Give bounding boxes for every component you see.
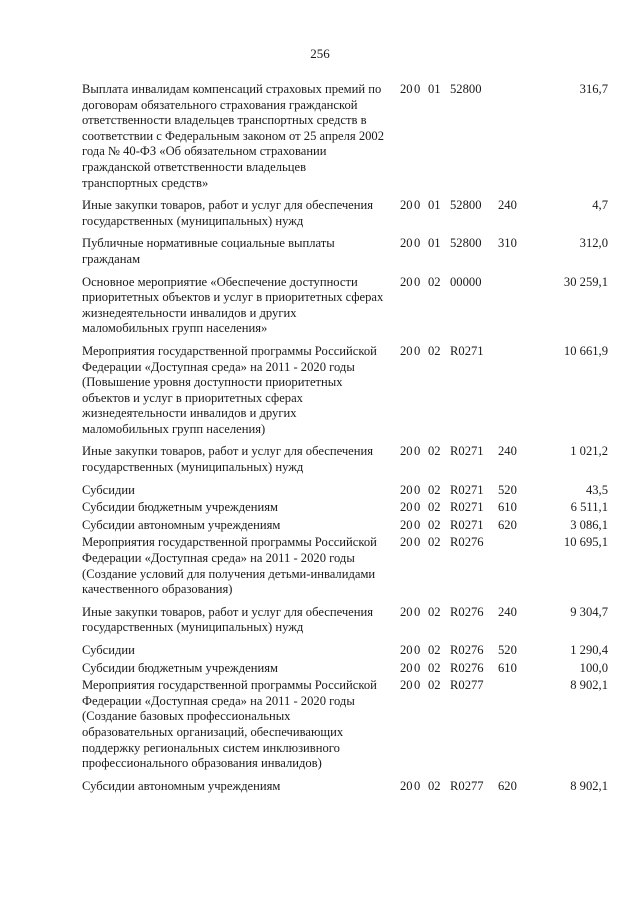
code-program: 20 [400, 604, 413, 619]
row-amount: 316,7 [579, 82, 608, 96]
row-amount: 8 902,1 [570, 778, 608, 793]
row-name: Субсидии автономным учреждениям [82, 517, 281, 532]
code-program: 20 [400, 535, 413, 550]
row-amount: 1 290,4 [570, 643, 608, 657]
row-name: Субсидии бюджетным учреждениям [82, 660, 278, 675]
row-name: Мероприятия государственной программы Российской Федерации «Доступная среда» на 2011 - 2020 годы (Создание условий для получения детьми-инвалидами качественного образования) [82, 535, 377, 597]
code-expense-type: 240 [498, 604, 517, 619]
code-expense-type: 520 [498, 643, 517, 657]
row-name: Иные закупки товаров, работ и услуг для обеспечения государственных (муниципальных) нужд [82, 444, 374, 475]
code-event: 02 [428, 444, 441, 459]
table-row [82, 605, 608, 643]
code-program: 20 [400, 517, 413, 532]
row-amount: 43,5 [585, 482, 608, 497]
code-direction: 00000 [450, 274, 482, 289]
table-row [82, 82, 608, 198]
code-program: 20 [400, 482, 413, 497]
code-expense-type: 620 [498, 517, 517, 532]
row-amount: 10 695,1 [563, 535, 608, 550]
code-direction: 52800 [450, 198, 482, 213]
row-name: Мероприятия государственной программы Российской Федерации «Доступная среда» на 2011 - 2020 годы (Повышение уровня доступности приоритетных объектов и услуг в приоритетных сферах жизнедеятельности инвалидов и других маломобильных групп населения) [82, 343, 377, 436]
code-program: 20 [400, 678, 413, 693]
row-amount: 1 021,2 [570, 444, 608, 459]
row-name: Выплата инвалидам компенсаций страховых премий по договорам обязательного страхования гражданской ответственности владельцев транспортных средств в соответствии с Федеральным законом от 25 апреля 2002 года № 40-ФЗ «Об обязательном страховании гражданской ответственности владельцев транспортных средств» [82, 82, 385, 190]
code-event: 01 [428, 82, 441, 96]
row-amount: 3 086,1 [570, 517, 608, 532]
code-program: 20 [400, 343, 413, 358]
table-row [82, 275, 608, 344]
code-event: 02 [428, 274, 441, 289]
code-direction: R0276 [450, 604, 484, 619]
row-amount: 9 304,7 [570, 604, 608, 619]
code-expense-type: 610 [498, 500, 517, 515]
code-expense-type [498, 344, 528, 445]
code-program: 20 [400, 444, 413, 459]
code-program: 20 [400, 500, 413, 515]
code-direction: R0271 [450, 517, 484, 532]
code-expense-type [498, 535, 528, 604]
row-amount: 4,7 [592, 198, 608, 213]
table-row [82, 236, 608, 274]
code-subprogram: 0 [414, 517, 421, 532]
code-event: 02 [428, 343, 441, 358]
table-row [82, 518, 608, 536]
code-expense-type: 310 [498, 236, 517, 251]
code-expense-type: 520 [498, 482, 517, 497]
row-name: Мероприятия государственной программы Российской Федерации «Доступная среда» на 2011 - 2020 годы (Создание базовых профессиональных образовательных организаций, обеспечивающих поддержку региональных систем инклюзивного профессионального образования инвалидов) [82, 678, 377, 771]
row-amount: 30 259,1 [563, 274, 608, 289]
code-expense-type [498, 82, 528, 198]
table-row [82, 198, 608, 236]
page-number: 256 [310, 46, 330, 61]
table-row [82, 643, 608, 661]
code-subprogram: 0 [414, 198, 421, 213]
code-subprogram: 0 [414, 236, 421, 251]
table-row [82, 444, 608, 482]
row-name: Иные закупки товаров, работ и услуг для обеспечения государственных (муниципальных) нужд [82, 604, 374, 635]
row-amount: 6 511,1 [570, 500, 608, 515]
code-expense-type: 610 [498, 660, 517, 675]
code-subprogram: 0 [414, 604, 421, 619]
code-event: 02 [428, 535, 441, 550]
table-row [82, 500, 608, 518]
code-subprogram: 0 [414, 643, 421, 657]
code-event: 02 [428, 660, 441, 675]
row-amount: 100,0 [579, 660, 608, 675]
code-direction: R0277 [450, 778, 484, 793]
code-program: 20 [400, 274, 413, 289]
table-row [82, 535, 608, 604]
code-program: 20 [400, 778, 413, 793]
row-name: Основное мероприятие «Обеспечение доступности приоритетных объектов и услуг в приоритетных сферах жизнедеятельности инвалидов и других маломобильных групп населения» [82, 274, 384, 336]
row-name: Публичные нормативные социальные выплаты гражданам [82, 236, 335, 266]
code-event: 02 [428, 500, 441, 515]
code-event: 01 [428, 198, 441, 213]
code-event: 02 [428, 604, 441, 619]
table-row [82, 678, 608, 779]
code-direction: 52800 [450, 82, 482, 96]
code-subprogram: 0 [414, 274, 421, 289]
row-amount: 10 661,9 [563, 343, 608, 358]
code-program: 20 [400, 198, 413, 213]
code-subprogram: 0 [414, 82, 421, 96]
code-direction: R0271 [450, 343, 484, 358]
table-row [82, 661, 608, 679]
table-row [82, 344, 608, 445]
table-body [82, 82, 608, 801]
code-event: 02 [428, 517, 441, 532]
code-subprogram: 0 [414, 482, 421, 497]
code-program: 20 [400, 82, 413, 96]
code-expense-type: 240 [498, 198, 517, 213]
code-event: 02 [428, 482, 441, 497]
row-name: Иные закупки товаров, работ и услуг для обеспечения государственных (муниципальных) нужд [82, 198, 374, 228]
code-direction: R0276 [450, 643, 484, 657]
code-direction: R0271 [450, 500, 484, 515]
code-direction: R0271 [450, 444, 484, 459]
code-subprogram: 0 [414, 343, 421, 358]
code-expense-type: 620 [498, 778, 517, 793]
row-name: Субсидии [82, 482, 135, 497]
code-event: 01 [428, 236, 441, 251]
budget-table [82, 82, 608, 801]
code-subprogram: 0 [414, 444, 421, 459]
table-row [82, 779, 608, 802]
row-name: Субсидии автономным учреждениям [82, 778, 281, 793]
code-program: 20 [400, 643, 413, 657]
code-subprogram: 0 [414, 778, 421, 793]
row-name: Субсидии [82, 643, 135, 657]
code-expense-type [498, 678, 528, 779]
code-event: 02 [428, 678, 441, 693]
code-direction: R0271 [450, 482, 484, 497]
code-expense-type [498, 275, 528, 344]
code-direction: R0276 [450, 660, 484, 675]
row-amount: 312,0 [579, 236, 608, 251]
code-direction: R0276 [450, 535, 484, 550]
code-direction: 52800 [450, 236, 482, 251]
code-subprogram: 0 [414, 500, 421, 515]
row-amount: 8 902,1 [570, 678, 608, 693]
code-subprogram: 0 [414, 678, 421, 693]
code-subprogram: 0 [414, 660, 421, 675]
code-program: 20 [400, 660, 413, 675]
code-direction: R0277 [450, 678, 484, 693]
table-row [82, 483, 608, 501]
code-subprogram: 0 [414, 535, 421, 550]
row-name: Субсидии бюджетным учреждениям [82, 500, 278, 515]
code-event: 02 [428, 778, 441, 793]
code-event: 02 [428, 643, 441, 657]
code-expense-type: 240 [498, 444, 517, 459]
code-program: 20 [400, 236, 413, 251]
